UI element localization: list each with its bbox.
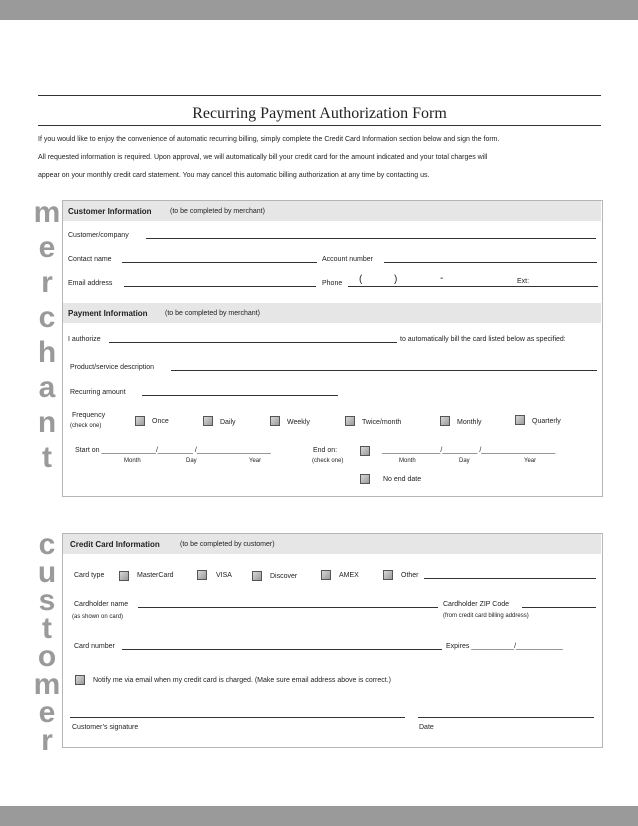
frequency-twice-month-label: Twice/month: [362, 419, 402, 426]
intro-line-1: If you would like to enjoy the convenience of automatic recurring billing, simply complete the Credit Card Information section below and sign the form.: [38, 136, 500, 143]
frequency-quarterly-checkbox[interactable]: [515, 415, 525, 425]
title-rule-top: [38, 95, 601, 96]
end-year-label: Year: [524, 458, 537, 464]
bottom-band: [0, 806, 638, 826]
frequency-weekly-label: Weekly: [287, 419, 310, 426]
zip-code-note: (from credit card billing address): [443, 613, 529, 619]
frequency-once-label: Once: [152, 418, 169, 425]
frequency-once-checkbox[interactable]: [135, 416, 145, 426]
contact-name-field[interactable]: [122, 262, 317, 263]
intro-line-2: All requested information is required. Upon approval, we will automatically bill your credit card for the amount indicated and your total charges will: [38, 154, 488, 161]
side-letter: e: [38, 231, 56, 264]
merchant-name-field[interactable]: [109, 342, 397, 343]
side-letter: t: [42, 441, 52, 474]
side-letter: t: [42, 612, 52, 645]
email-address-field[interactable]: [124, 286, 316, 287]
email-address-label: Email address: [68, 280, 113, 287]
ext-label: Ext:: [517, 278, 530, 285]
customer-company-label: Customer/company: [68, 232, 129, 239]
start-year-label: Year: [249, 458, 262, 464]
side-letter: h: [37, 336, 57, 369]
frequency-label: Frequency: [72, 412, 106, 419]
frequency-quarterly-label: Quarterly: [532, 418, 561, 425]
frequency-monthly-checkbox[interactable]: [440, 416, 450, 426]
side-letter: m: [33, 196, 61, 229]
date-label: Date: [419, 724, 434, 731]
payment-info-note: (to be completed by merchant): [165, 310, 260, 317]
signature-field[interactable]: [70, 717, 405, 718]
other-card-field[interactable]: [424, 578, 596, 579]
account-number-field[interactable]: [384, 262, 597, 263]
frequency-weekly-checkbox[interactable]: [270, 416, 280, 426]
phone-paren-close: ): [394, 274, 398, 285]
side-letter: o: [37, 640, 57, 673]
phone-dash: -: [440, 273, 444, 284]
frequency-daily-label: Daily: [220, 419, 236, 426]
frequency-check-one: (check one): [70, 423, 102, 429]
account-number-label: Account number: [322, 256, 373, 263]
top-band: [0, 0, 638, 20]
mastercard-label: MasterCard: [137, 572, 174, 579]
end-day-label: Day: [459, 458, 470, 464]
side-letter: c: [38, 528, 56, 561]
end-date-field[interactable]: _______________/_________ /___________________: [382, 447, 556, 454]
frequency-daily-checkbox[interactable]: [203, 416, 213, 426]
side-letter: n: [37, 406, 57, 439]
visa-label: VISA: [216, 572, 232, 579]
discover-checkbox[interactable]: [252, 571, 262, 581]
phone-field[interactable]: [348, 286, 598, 287]
end-month-label: Month: [399, 458, 416, 464]
zip-code-label: Cardholder ZIP Code: [443, 601, 510, 608]
side-letter: r: [41, 266, 53, 299]
end-check-one: (check one): [312, 458, 344, 464]
as-shown-note: (as shown on card): [72, 614, 124, 620]
side-letter: e: [38, 696, 56, 729]
product-description-label: Product/service description: [70, 364, 155, 371]
title-rule-bottom: [38, 125, 601, 126]
end-date-checkbox[interactable]: [360, 446, 370, 456]
mastercard-checkbox[interactable]: [119, 571, 129, 581]
product-description-field[interactable]: [171, 370, 597, 371]
visa-checkbox[interactable]: [197, 570, 207, 580]
no-end-date-label: No end date: [383, 476, 422, 483]
phone-paren-open: (: [359, 274, 363, 285]
notify-email-label: Notify me via email when my credit card is charged. (Make sure email address above is correct.): [93, 677, 391, 684]
to-bill-label: to automatically bill the card listed below as specified:: [400, 336, 566, 343]
i-authorize-label: I authorize: [68, 336, 101, 343]
credit-card-note: (to be completed by customer): [180, 541, 275, 548]
side-letter: m: [33, 668, 61, 701]
no-end-date-checkbox[interactable]: [360, 474, 370, 484]
other-checkbox[interactable]: [383, 570, 393, 580]
start-day-label: Day: [186, 458, 197, 464]
card-type-label: Card type: [74, 572, 105, 579]
zip-code-field[interactable]: [522, 607, 596, 608]
intro-line-3: appear on your monthly credit card statement. You may cancel this automatic billing authorization at any time by contacting us.: [38, 172, 430, 179]
amex-checkbox[interactable]: [321, 570, 331, 580]
side-letter: r: [41, 724, 53, 757]
notify-email-checkbox[interactable]: [75, 675, 85, 685]
phone-label: Phone: [322, 280, 343, 287]
start-month-label: Month: [124, 458, 141, 464]
start-on-field[interactable]: Start on ______________/_________ /___________________: [75, 447, 271, 454]
side-letter: u: [37, 556, 57, 589]
recurring-amount-field[interactable]: [142, 395, 338, 396]
customer-info-heading: Customer Information: [68, 207, 152, 216]
payment-info-heading: Payment Information: [68, 309, 148, 318]
cardholder-name-label: Cardholder name: [74, 601, 129, 608]
customer-company-field[interactable]: [146, 238, 596, 239]
page-title: Recurring Payment Authorization Form: [192, 105, 447, 122]
signature-label: Customer’s signature: [72, 724, 139, 731]
end-on-label: End on:: [313, 447, 338, 454]
customer-section: [62, 533, 603, 748]
recurring-amount-label: Recurring amount: [70, 389, 126, 396]
date-field[interactable]: [418, 717, 594, 718]
card-number-field[interactable]: [122, 649, 442, 650]
credit-card-heading: Credit Card Information: [70, 540, 160, 549]
side-letter: a: [38, 371, 56, 404]
card-number-label: Card number: [74, 643, 115, 650]
contact-name-label: Contact name: [68, 256, 112, 263]
frequency-twice-month-checkbox[interactable]: [345, 416, 355, 426]
frequency-monthly-label: Monthly: [457, 419, 482, 426]
discover-label: Discover: [270, 573, 298, 580]
side-letter: c: [38, 301, 56, 334]
amex-label: AMEX: [339, 572, 359, 579]
other-label: Other: [401, 572, 419, 579]
expires-field[interactable]: Expires ___________/____________: [446, 643, 563, 650]
customer-info-note: (to be completed by merchant): [170, 208, 265, 215]
cardholder-name-field[interactable]: [138, 607, 438, 608]
side-letter: s: [38, 584, 56, 617]
